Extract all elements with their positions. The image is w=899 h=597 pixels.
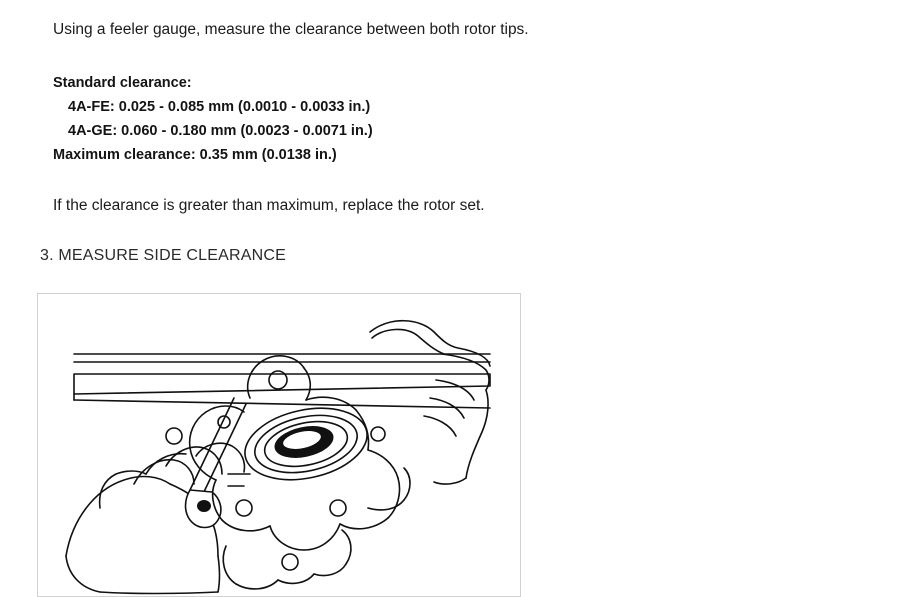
spec-item-4age: 4A-GE: 0.060 - 0.180 mm (0.0023 - 0.0071 in.) xyxy=(68,123,373,139)
intro-paragraph: Using a feeler gauge, measure the clearance between both rotor tips. xyxy=(53,21,529,38)
note-paragraph: If the clearance is greater than maximum, replace the rotor set. xyxy=(53,197,485,214)
maximum-clearance-line: Maximum clearance: 0.35 mm (0.0138 in.) xyxy=(53,147,337,163)
standard-clearance-heading: Standard clearance: xyxy=(53,75,192,91)
spec-item-4afe: 4A-FE: 0.025 - 0.085 mm (0.0010 - 0.0033 in.) xyxy=(68,99,371,115)
figure-container xyxy=(37,293,521,597)
specification-block xyxy=(53,71,373,167)
step-heading: 3. MEASURE SIDE CLEARANCE xyxy=(40,247,286,264)
oil-pump-side-clearance-diagram xyxy=(38,294,520,596)
